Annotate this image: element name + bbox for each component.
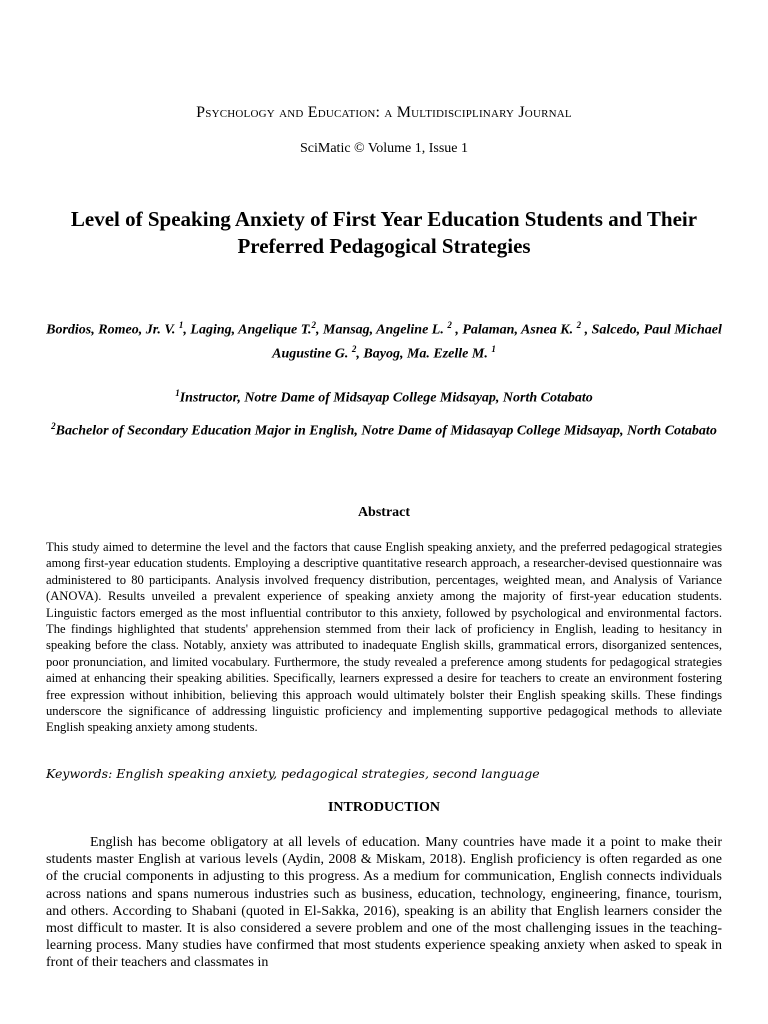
abstract-body: This study aimed to determine the level and the factors that cause English speaking anxiety, and the preferred pedagogical strategies among first-year education students. Employing a descriptive quantitative research approach, a researcher-devised questionnaire was administered to 80 participants. Analysis involved frequency distribution, percentages, weighted mean, and Analysis of Variance (ANOVA). Results unveiled a prevalent experience of speaking anxiety among the majority of first-year education students. Linguistic factors emerged as the most influential contributor to this anxiety, followed by psychological and environmental factors. The findings highlighted that students' apprehension stemmed from their lack of proficiency in English, leading to hesitancy in speaking before the class. Notably, anxiety was attributed to inadequate English skills, grammatical errors, disorganized sentences, poor pronunciation, and limited vocabulary. Furthermore, the study revealed a preference among students for pedagogical strategies aimed at enhancing their speaking abilities. Specifically, learners expressed a desire for teachers to create an environment fostering free expression without inhibition, believing this approach would ultimately bolster their English speaking skills. These findings underscore the significance of addressing linguistic proficiency and implementing supportive pedagogical methods to alleviate English speaking anxiety among students.	[46, 540, 722, 735]
introduction-body: English has become obligatory at all levels of education. Many countries have made it a point to make their students master English at various levels (Aydin, 2008 & Miskam, 2018). English proficiency is often regarded as one of the crucial components in adjusting to this progress. As a medium for communication, English connects individuals across nations and spans numerous industries such as business, education, technology, engineering, finance, tourism, and others. According to Shabani (quoted in El-Sakka, 2016), speaking is an ability that English learners consider the most difficult to master. It is also considered a severe problem and one of the most challenging issues in the teaching-learning process. Many studies have confirmed that most students experience speaking anxiety when asked to speak in front of their teachers and classmates in	[46, 835, 722, 971]
affiliation-text: Bachelor of Secondary Education Major in English, Notre Dame of Midasayap College Midsayap, North Cotabato	[55, 423, 717, 439]
introduction-heading: INTRODUCTION	[327, 800, 440, 815]
author-affiliation-mark: 2	[351, 343, 357, 354]
author-name: Bordios, Romeo, Jr. V.	[46, 322, 176, 338]
paper-title: Level of Speaking Anxiety of First Year Education Students and Their Preferred Pedagogical Strategies	[70, 207, 698, 258]
affiliation-text: Instructor, Notre Dame of Midsayap College Midsayap, North Cotabato	[179, 390, 593, 406]
affiliation-mark: 2	[51, 421, 56, 431]
author-affiliation-mark: 1	[178, 320, 184, 330]
author-affiliation-mark: 2	[447, 320, 452, 330]
author-name: Mansag, Angeline L.	[323, 322, 444, 338]
author-name: Laging, Angelique T.	[190, 322, 312, 338]
author-name: Bayog, Ma. Ezelle M.	[363, 346, 488, 362]
journal-name: Psychology and Education: a Multidisciplinary Journal	[196, 104, 572, 121]
author-name: Palaman, Asnea K.	[462, 322, 574, 338]
affiliation-1	[44, 384, 724, 408]
author-affiliation-mark: 1	[491, 343, 496, 354]
affiliation-2	[44, 417, 724, 441]
author-list: Bordios, Romeo, Jr. V. $^1$, Laging, Angelique T.$^2$, Mansag, Angeline L. $^2$ , Palaman, Asnea K. $^2$ , Salcedo, Paul Michael Augustine G. $^2$, Bayog, Ma. Ezelle M. $^1$	[46, 320, 722, 362]
abstract-heading: Abstract	[357, 505, 411, 520]
affiliation-mark: 1	[175, 388, 180, 398]
journal-volume: SciMatic © Volume 1, Issue 1	[300, 141, 468, 156]
author-affiliation-mark: 2	[576, 320, 582, 330]
keywords: Keywords: English speaking anxiety, pedagogical strategies, second language	[46, 766, 540, 781]
author-name: Salcedo, Paul Michael Augustine G.	[272, 322, 722, 362]
author-affiliation-mark: 2	[311, 320, 316, 330]
